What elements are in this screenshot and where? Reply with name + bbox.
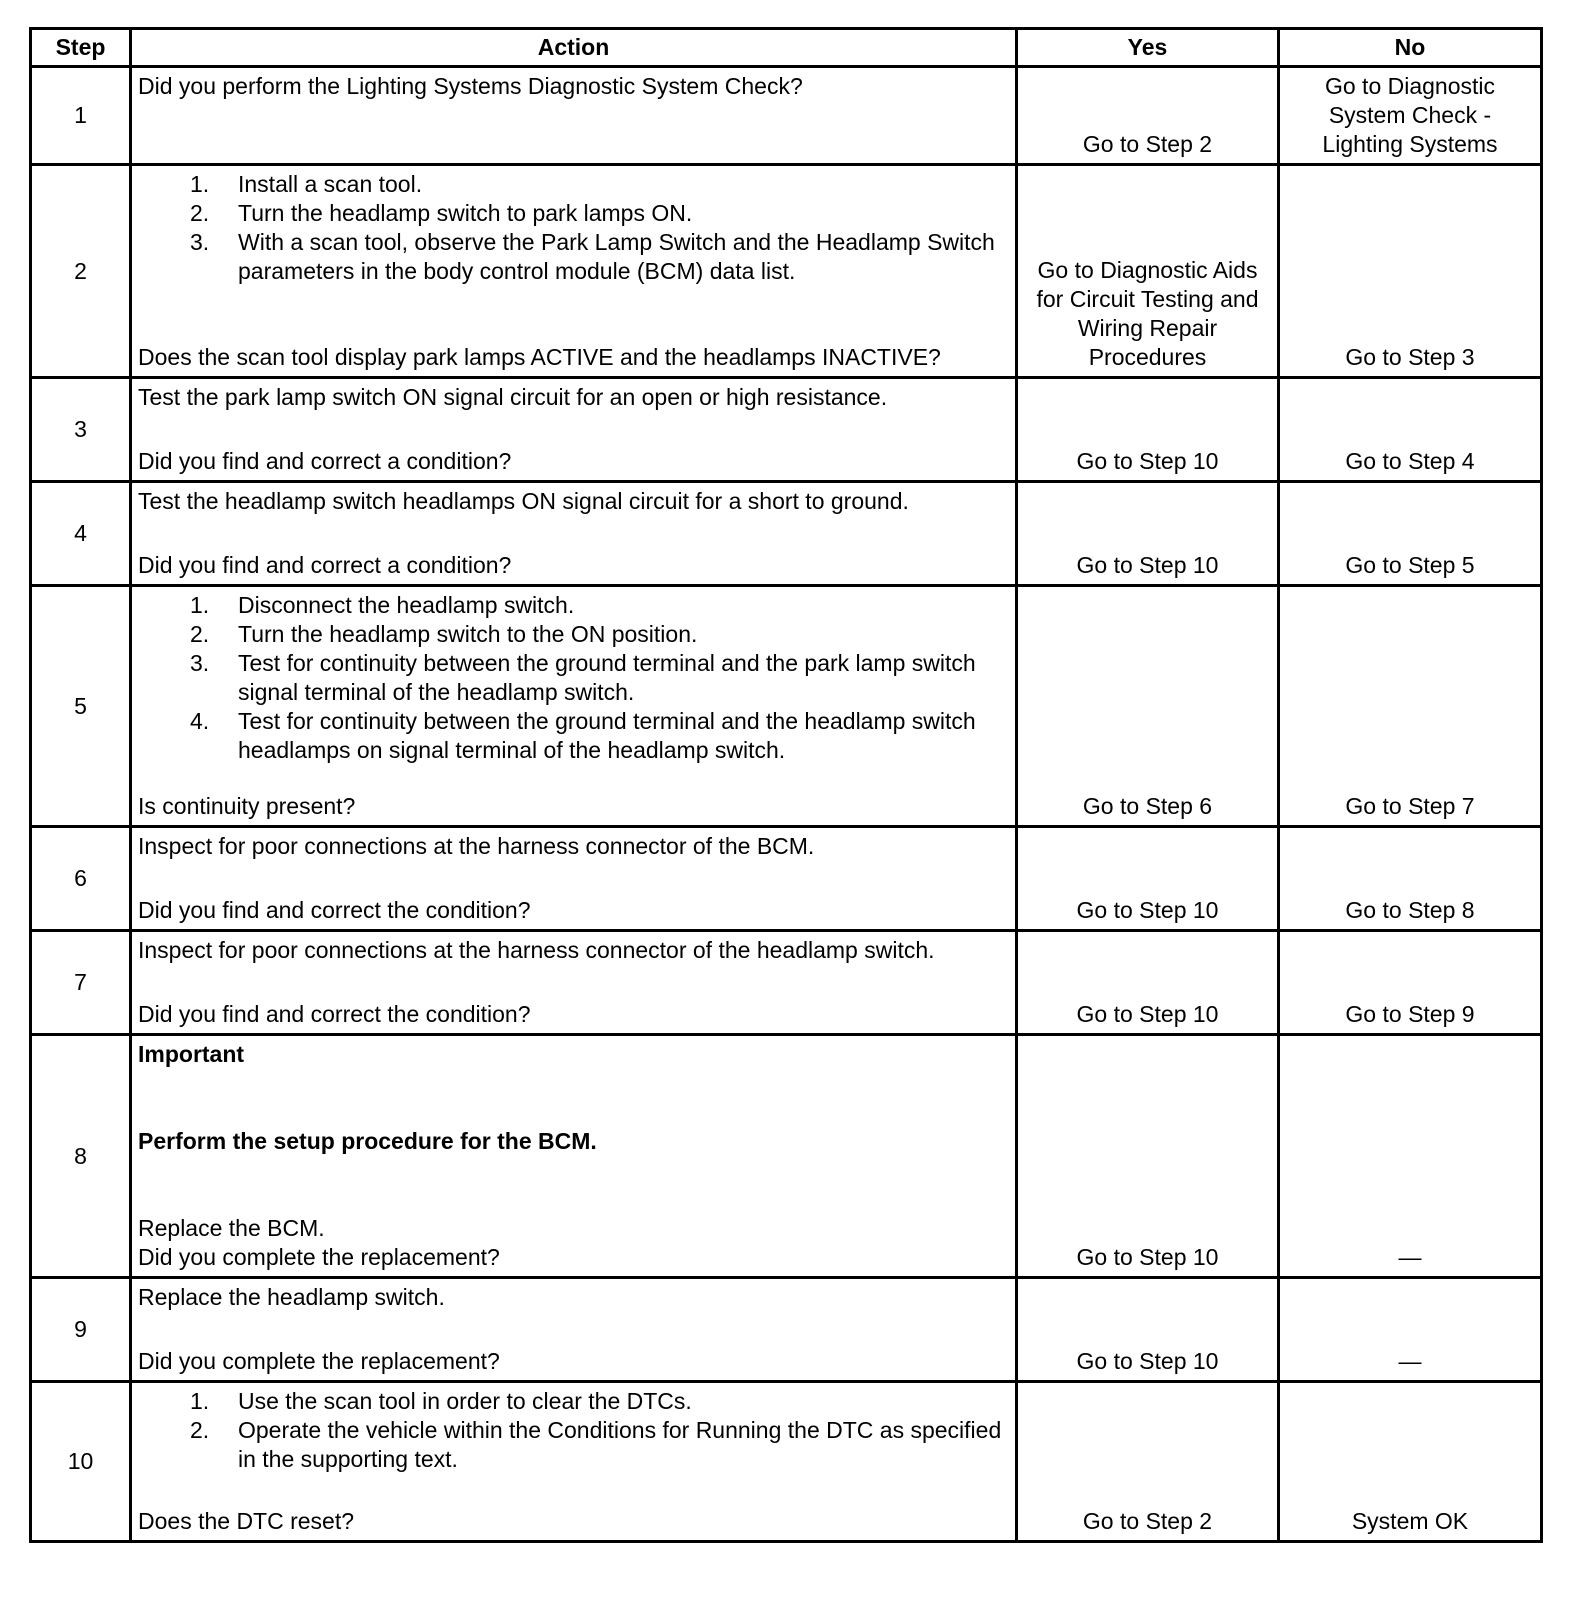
procedure-item-text: With a scan tool, observe the Park Lamp Switch and the Headlamp Switch parameters in the body control module (BCM) data list.	[238, 229, 995, 284]
action-cell	[131, 165, 1017, 378]
action-cell	[131, 482, 1017, 586]
action-cell	[131, 67, 1017, 165]
procedure-item-text: Operate the vehicle within the Conditions for Running the DTC as specified in the supporting text.	[238, 1417, 1002, 1472]
important-label: Important	[138, 1041, 245, 1067]
table-row	[31, 482, 1542, 586]
procedure-list	[138, 170, 1009, 286]
yes-result: Go to Step 10	[1017, 378, 1279, 482]
action-text: Inspect for poor connections at the harness connector of the headlamp switch.	[138, 937, 935, 963]
step-number: 3	[31, 378, 131, 482]
header-step: Step	[31, 29, 131, 67]
table-row	[31, 827, 1542, 931]
no-result: System OK	[1279, 1382, 1542, 1542]
procedure-item-text: Use the scan tool in order to clear the DTCs.	[238, 1388, 692, 1414]
yes-result: Go to Step 10	[1017, 1035, 1279, 1278]
table-row	[31, 1382, 1542, 1542]
action-cell	[131, 1035, 1017, 1278]
step-number: 1	[31, 67, 131, 165]
action-question: Did you find and correct a condition?	[138, 448, 512, 474]
procedure-item: 2. Turn the headlamp switch to park lamps ON.	[190, 200, 693, 226]
step-number: 2	[31, 165, 131, 378]
action-cell	[131, 827, 1017, 931]
action-cell	[131, 1278, 1017, 1382]
action-question: Did you complete the replacement?	[138, 1244, 500, 1270]
no-result: Go to Step 9	[1279, 931, 1542, 1035]
yes-result: Go to Step 10	[1017, 931, 1279, 1035]
yes-result: Go to Diagnostic Aids for Circuit Testing and Wiring Repair Procedures	[1017, 165, 1279, 378]
action-text: Test the park lamp switch ON signal circuit for an open or high resistance.	[138, 384, 888, 410]
procedure-item: 3. With a scan tool, observe the Park Lamp Switch and the Headlamp Switch parameters in the body control module (BCM) data list.	[190, 229, 995, 284]
table-row	[31, 378, 1542, 482]
no-result: —	[1279, 1278, 1542, 1382]
action-cell	[131, 378, 1017, 482]
action-cell	[131, 1382, 1017, 1542]
header-yes: Yes	[1017, 29, 1279, 67]
no-result: Go to Step 3	[1279, 165, 1542, 378]
procedure-item: 1. Install a scan tool.	[190, 171, 423, 197]
procedure-item: 3. Test for continuity between the ground terminal and the park lamp switch signal terminal of the headlamp switch.	[190, 650, 976, 705]
action-cell	[131, 931, 1017, 1035]
step-number: 5	[31, 586, 131, 827]
no-result: —	[1279, 1035, 1542, 1278]
step-number: 9	[31, 1278, 131, 1382]
procedure-item: 1. Use the scan tool in order to clear the DTCs.	[190, 1388, 692, 1414]
no-result: Go to Diagnostic System Check - Lighting Systems	[1279, 67, 1542, 165]
procedure-item: 4. Test for continuity between the ground terminal and the headlamp switch headlamps on signal terminal of the headlamp switch.	[190, 708, 976, 763]
action-question: Is continuity present?	[138, 793, 356, 819]
yes-result: Go to Step 10	[1017, 1278, 1279, 1382]
table-row	[31, 586, 1542, 827]
yes-result: Go to Step 10	[1017, 482, 1279, 586]
procedure-item-text: Disconnect the headlamp switch.	[238, 592, 575, 618]
procedure-item-text: Test for continuity between the ground terminal and the park lamp switch signal terminal of the headlamp switch.	[238, 650, 976, 705]
no-result: Go to Step 8	[1279, 827, 1542, 931]
yes-result: Go to Step 2	[1017, 67, 1279, 165]
important-text: Perform the setup procedure for the BCM.	[138, 1128, 597, 1154]
no-result: Go to Step 5	[1279, 482, 1542, 586]
header-row	[31, 29, 1542, 67]
procedure-list	[138, 591, 1009, 765]
no-result: Go to Step 4	[1279, 378, 1542, 482]
action-question: Did you find and correct a condition?	[138, 552, 512, 578]
table-row	[31, 67, 1542, 165]
procedure-item-text: Install a scan tool.	[238, 171, 423, 197]
yes-result: Go to Step 6	[1017, 586, 1279, 827]
action-text: Replace the headlamp switch.	[138, 1284, 445, 1310]
header-action: Action	[131, 29, 1017, 67]
action-question: Did you find and correct the condition?	[138, 1001, 531, 1027]
action-question: Did you find and correct the condition?	[138, 897, 531, 923]
step-number: 10	[31, 1382, 131, 1542]
procedure-item-text: Turn the headlamp switch to park lamps ON.	[238, 200, 693, 226]
step-number: 8	[31, 1035, 131, 1278]
action-question: Does the DTC reset?	[138, 1508, 355, 1534]
header-no: No	[1279, 29, 1542, 67]
action-text: Test the headlamp switch headlamps ON signal circuit for a short to ground.	[138, 488, 909, 514]
action-text: Inspect for poor connections at the harness connector of the BCM.	[138, 833, 815, 859]
procedure-item: 2. Turn the headlamp switch to the ON position.	[190, 621, 698, 647]
procedure-item: 1. Disconnect the headlamp switch.	[190, 592, 575, 618]
step-number: 6	[31, 827, 131, 931]
action-cell	[131, 586, 1017, 827]
action-question: Does the scan tool display park lamps ACTIVE and the headlamps INACTIVE?	[138, 344, 941, 370]
table-row	[31, 931, 1542, 1035]
step-number: 7	[31, 931, 131, 1035]
procedure-item-text: Test for continuity between the ground terminal and the headlamp switch headlamps on signal terminal of the headlamp switch.	[238, 708, 976, 763]
yes-result: Go to Step 10	[1017, 827, 1279, 931]
table-row	[31, 1278, 1542, 1382]
no-result: Go to Step 7	[1279, 586, 1542, 827]
yes-result: Go to Step 2	[1017, 1382, 1279, 1542]
procedure-item: 2. Operate the vehicle within the Conditions for Running the DTC as specified in the supporting text.	[190, 1417, 1002, 1472]
action-text: Did you perform the Lighting Systems Diagnostic System Check?	[138, 73, 803, 99]
action-text: Replace the BCM.	[138, 1215, 325, 1241]
procedure-item-text: Turn the headlamp switch to the ON position.	[238, 621, 698, 647]
action-question: Did you complete the replacement?	[138, 1348, 500, 1374]
table-row	[31, 165, 1542, 378]
diagnostic-table	[29, 27, 1543, 1543]
procedure-list	[138, 1387, 1009, 1474]
step-number: 4	[31, 482, 131, 586]
table-row	[31, 1035, 1542, 1278]
